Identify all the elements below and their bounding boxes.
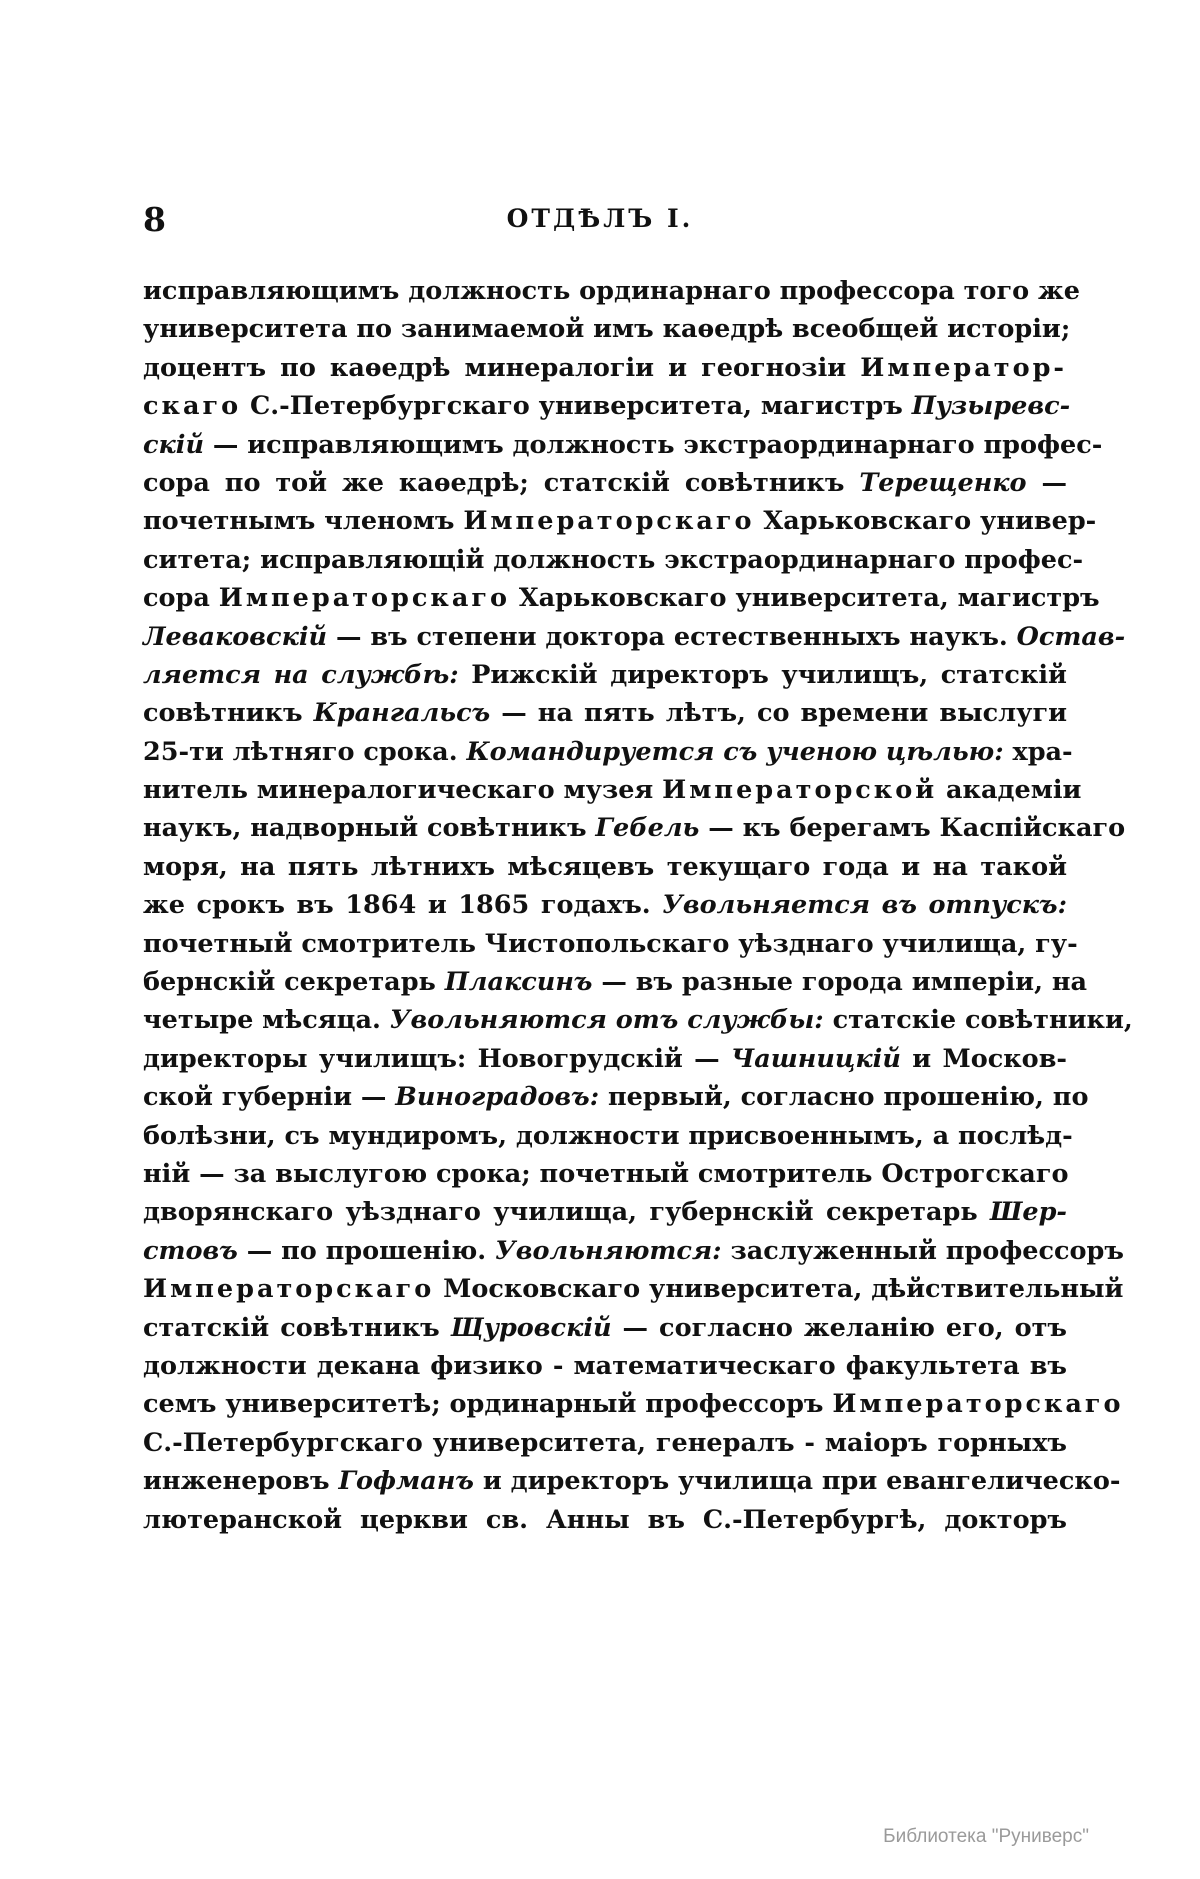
text-run: С.-Петербургскаго университета, генералъ - маіоръ горныхъ xyxy=(143,1427,1067,1458)
italic-run: Гофманъ xyxy=(338,1466,474,1497)
text-run: ситета; исправляющій должность экстраординарнаго профес- xyxy=(143,544,1084,575)
text-run: статскіе совѣтники, xyxy=(823,1005,1133,1036)
italic-run: Пузыревс- xyxy=(911,391,1071,422)
text-line xyxy=(143,349,1067,387)
italic-run: стовъ xyxy=(143,1235,238,1266)
spaced-run: Императорскаго xyxy=(832,1389,1124,1420)
text-line xyxy=(143,1078,1089,1116)
text-line xyxy=(143,1385,1124,1423)
text-run: почетнымъ членомъ xyxy=(143,506,464,537)
page-number: 8 xyxy=(143,200,166,239)
text-run: 25-ти лѣтняго срока. xyxy=(143,736,467,767)
text-run: — по прошенію. xyxy=(237,1235,496,1266)
text-run: же срокъ въ 1864 и 1865 годахъ. xyxy=(143,890,663,921)
italic-run: Терещенко xyxy=(859,467,1027,498)
text-run: совѣтникъ xyxy=(143,698,314,729)
spaced-run: Императорскаго xyxy=(463,506,755,537)
text-run: ній — за выслугою срока; почетный смотритель Острогскаго xyxy=(143,1158,1069,1189)
text-run: семъ университетѣ; ординарный профессоръ xyxy=(143,1389,833,1420)
text-line xyxy=(143,733,1073,771)
text-line xyxy=(143,1117,1073,1155)
text-line xyxy=(143,618,1126,656)
text-line xyxy=(143,541,1084,579)
text-run: — въ степени доктора естественныхъ наукъ. xyxy=(327,621,1017,652)
italic-run: Шер- xyxy=(990,1197,1067,1228)
text-line xyxy=(143,694,1067,732)
spaced-run: Императорскаго xyxy=(143,1274,435,1305)
text-run: сора по той же каѳедрѣ; статскій совѣтникъ xyxy=(143,467,860,498)
text-run: ской губерніи — xyxy=(143,1082,396,1113)
italic-run: Плаксинъ xyxy=(444,967,593,998)
library-watermark: Библиотека "Руниверс" xyxy=(883,1826,1089,1847)
text-line xyxy=(143,1001,1133,1039)
text-run: Харьковскаго университета, магистръ xyxy=(510,583,1100,614)
text-run: первый, согласно прошенію, по xyxy=(599,1082,1089,1113)
text-line xyxy=(143,963,1088,1001)
italic-run: скій xyxy=(143,429,205,460)
text-line xyxy=(143,387,1071,425)
text-run: — согласно желанію его, отъ xyxy=(611,1312,1067,1343)
text-run: хра- xyxy=(1003,736,1073,767)
text-run: академіи xyxy=(937,775,1082,806)
text-line xyxy=(143,809,1126,847)
text-line xyxy=(143,464,1067,502)
text-run: наукъ, надворный совѣтникъ xyxy=(143,813,596,844)
text-run: Московскаго университета, дѣйствительный xyxy=(434,1274,1124,1305)
text-run: доцентъ по каѳедрѣ минералогіи и геогнозіи xyxy=(143,352,861,383)
text-line xyxy=(143,886,1067,924)
text-run: исправляющимъ должность ординарнаго профессора того же xyxy=(143,276,1080,306)
italic-run: Увольняется въ отпускъ: xyxy=(662,890,1067,921)
text-run: нитель минералогическаго музея xyxy=(143,775,663,806)
text-run: статскій совѣтникъ xyxy=(143,1312,451,1343)
text-line xyxy=(143,1155,1067,1193)
text-run: бернскій секретарь xyxy=(143,967,445,998)
italic-run: ляется на службѣ: xyxy=(143,659,459,690)
text-line xyxy=(143,1309,1067,1347)
text-run: университета по занимаемой имъ каѳедрѣ всеобщей исторіи; xyxy=(143,314,1071,345)
text-line xyxy=(143,426,1103,464)
spaced-run: Императорской xyxy=(662,775,938,806)
text-line xyxy=(143,579,1100,617)
text-run: почетный смотритель Чистопольскаго уѣзднаго училища, гу- xyxy=(143,928,1078,959)
italic-run: Остав- xyxy=(1016,621,1126,652)
text-line xyxy=(143,1270,1124,1308)
running-head: ОТДѢЛЪ I. xyxy=(506,204,694,233)
text-line xyxy=(143,771,1082,809)
italic-run: Чашницкій xyxy=(731,1043,901,1074)
text-run: и Москов- xyxy=(900,1043,1067,1074)
text-line xyxy=(143,925,1078,963)
italic-run: Виноградовъ: xyxy=(395,1082,600,1113)
text-run: болѣзни, съ мундиромъ, должности присвоеннымъ, а послѣд- xyxy=(143,1120,1073,1151)
text-line xyxy=(143,1347,1067,1385)
italic-run: Крангальсъ xyxy=(313,698,491,729)
text-run: четыре мѣсяца. xyxy=(143,1005,390,1036)
text-line xyxy=(143,1501,1067,1539)
text-run: лютеранской церкви св. Анны въ С.-Петербургѣ, докторъ xyxy=(143,1504,1067,1535)
text-line xyxy=(143,310,1071,348)
italic-run: Леваковскій xyxy=(143,621,328,652)
text-run: директоры училищъ: Новогрудскій — xyxy=(143,1043,731,1074)
text-run: и директоръ училища при евангелическо- xyxy=(473,1466,1121,1497)
italic-run: Увольняются отъ службы: xyxy=(389,1005,824,1036)
text-run: инженеровъ xyxy=(143,1466,339,1497)
text-line xyxy=(143,1193,1067,1231)
text-line xyxy=(143,656,1067,694)
text-line xyxy=(143,848,1067,886)
italic-run: Гебель xyxy=(595,813,700,844)
text-run: должности декана физико - математическаго факультета въ xyxy=(143,1350,1067,1381)
text-run: — въ разные города имперіи, на xyxy=(592,967,1088,998)
text-run: сора xyxy=(143,583,219,614)
text-line xyxy=(143,1232,1124,1270)
body-text xyxy=(143,272,1133,1539)
text-line xyxy=(143,272,1080,310)
spaced-run: скаго xyxy=(143,391,242,422)
text-run: Рижскій директоръ училищъ, статскій xyxy=(458,659,1067,690)
text-run: дворянскаго уѣзднаго училища, губернскій секретарь xyxy=(143,1197,991,1228)
spaced-run: Император- xyxy=(860,352,1067,383)
italic-run: Увольняются: xyxy=(495,1235,722,1266)
text-run: Харьковскаго универ- xyxy=(754,506,1097,537)
text-line xyxy=(143,1462,1121,1500)
italic-run: Командируется съ ученою цѣлью: xyxy=(466,736,1004,767)
text-run: — исправляющимъ должность экстраординарнаго профес- xyxy=(204,429,1103,460)
text-run: заслуженный профессоръ xyxy=(721,1235,1124,1266)
italic-run: Щуровскій xyxy=(450,1312,612,1343)
text-run: — на пять лѣтъ, со времени выслуги xyxy=(490,698,1067,729)
text-run: моря, на пять лѣтнихъ мѣсяцевъ текущаго года и на такой xyxy=(143,851,1067,882)
text-line xyxy=(143,502,1097,540)
text-line xyxy=(143,1040,1067,1078)
text-run: — xyxy=(1026,467,1067,498)
text-run: С.-Петербургскаго университета, магистръ xyxy=(241,391,912,422)
spaced-run: Императорскаго xyxy=(218,583,510,614)
text-run: — къ берегамъ Каспійскаго xyxy=(699,813,1126,844)
text-line xyxy=(143,1424,1067,1462)
